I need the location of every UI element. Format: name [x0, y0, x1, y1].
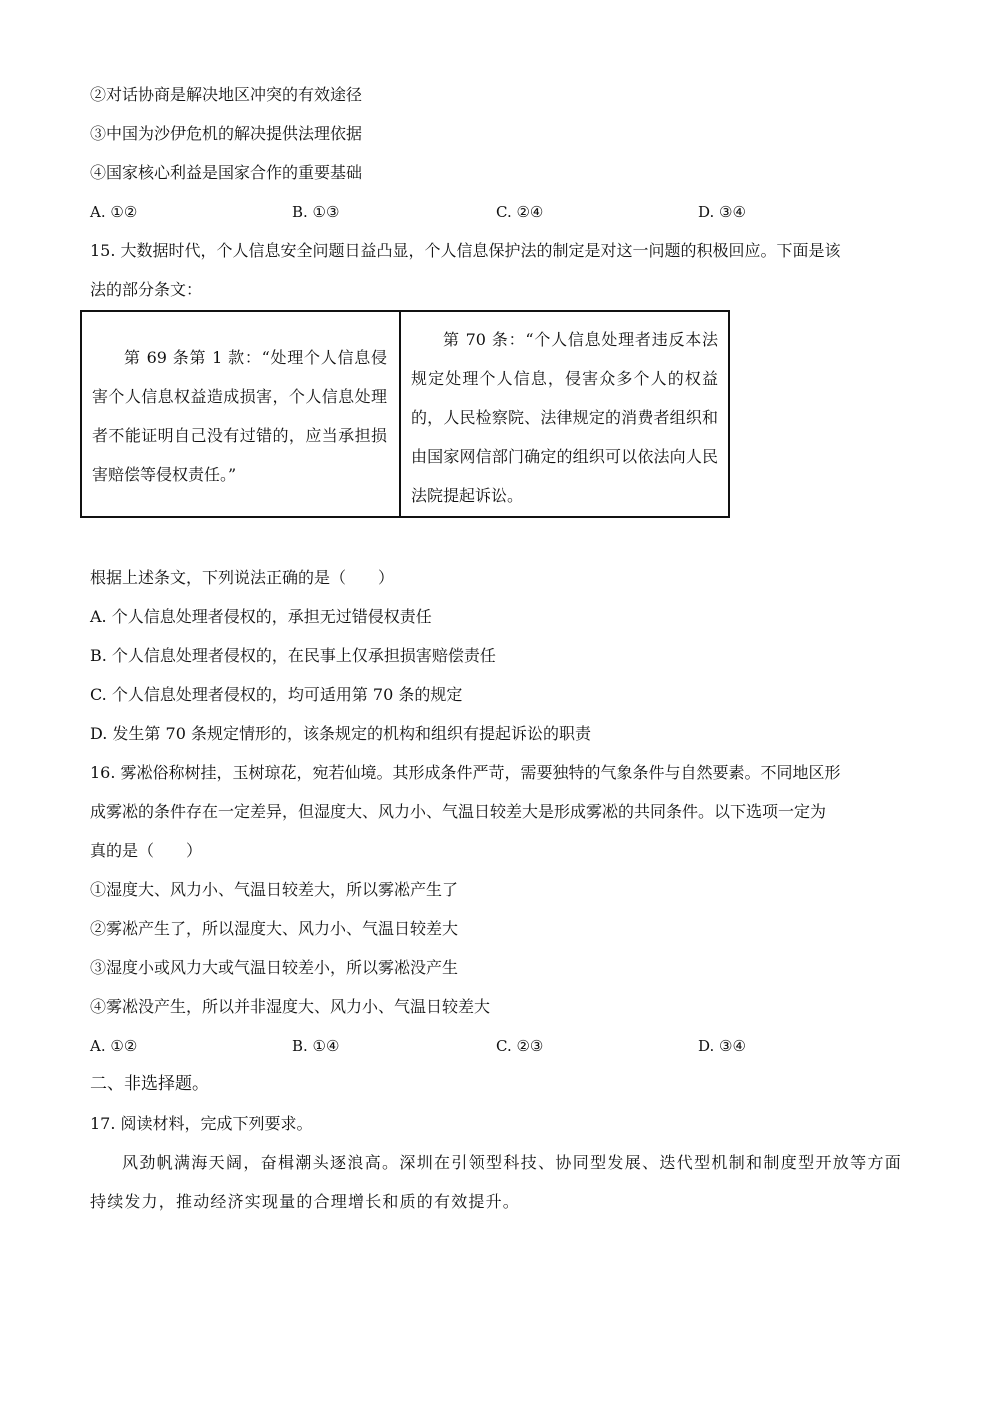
q15-option-b: B. 个人信息处理者侵权的，在民事上仅承担损害赔偿责任	[90, 646, 496, 665]
law-articles-table	[80, 310, 730, 518]
q14-statement-3: ③中国为沙伊危机的解决提供法理依据	[90, 124, 363, 143]
q16-option-d: D. ③④	[698, 1037, 746, 1055]
q16-stem-line-2: 成雾凇的条件存在一定差异，但湿度大、风力小、气温日较差大是形成雾凇的共同条件。以下选项一定为	[90, 802, 827, 821]
article-70-cell: 第 70 条：“个人信息处理者违反本法规定处理个人信息，侵害众多个人的权益的，人民检察院、法律规定的消费者组织和由国家网信部门确定的组织可以依法向人民法院提起诉讼。	[411, 330, 718, 505]
q16-option-a: A. ①②	[90, 1037, 138, 1055]
section-2-title: 二、非选择题。	[90, 1074, 209, 1094]
q16-option-b: B. ①④	[292, 1037, 340, 1055]
q15-stem-line-2: 法的部分条文：	[90, 280, 203, 299]
q14-option-b: B. ①③	[292, 203, 340, 221]
q14-statement-4: ④国家核心利益是国家合作的重要基础	[90, 163, 363, 182]
q17-material: 风劲帆满海天阔，奋楫潮头逐浪高。深圳在引领型科技、协同型发展、迭代型机制和制度型开放等方面持续发力，推动经济实现量的合理增长和质的有效提升。	[90, 1153, 902, 1211]
article-69-cell: 第 69 条第 1 款：“处理个人信息侵害个人信息权益造成损害，个人信息处理者不能证明自己没有过错的，应当承担损害赔偿等侵权责任。”	[82, 312, 401, 516]
q14-option-a: A. ①②	[90, 203, 138, 221]
q15-option-d: D. 发生第 70 条规定情形的，该条规定的机构和组织有提起诉讼的职责	[90, 724, 591, 743]
q16-statement-3: ③湿度小或风力大或气温日较差小，所以雾凇没产生	[90, 958, 459, 977]
q17-stem: 17. 阅读材料，完成下列要求。	[90, 1114, 313, 1133]
q14-option-c: C. ②④	[496, 203, 544, 221]
q14-option-d: D. ③④	[698, 203, 746, 221]
q16-statement-4: ④雾凇没产生，所以并非湿度大、风力小、气温日较差大	[90, 997, 491, 1016]
q14-statement-2: ②对话协商是解决地区冲突的有效途径	[90, 85, 363, 104]
q16-stem-line-3: 真的是（ ）	[90, 841, 203, 860]
q16-stem-line-1: 16. 雾凇俗称树挂，玉树琼花，宛若仙境。其形成条件严苛，需要独特的气象条件与自然要素。不同地区形	[90, 763, 841, 782]
q16-statement-1: ①湿度大、风力小、气温日较差大，所以雾凇产生了	[90, 880, 459, 899]
q16-statement-2: ②雾凇产生了，所以湿度大、风力小、气温日较差大	[90, 919, 459, 938]
q15-question: 根据上述条文，下列说法正确的是（ ）	[90, 568, 395, 587]
q15-stem-line-1: 15. 大数据时代，个人信息安全问题日益凸显，个人信息保护法的制定是对这一问题的积极回应。下面是该	[90, 241, 841, 260]
q15-option-c: C. 个人信息处理者侵权的，均可适用第 70 条的规定	[90, 685, 463, 704]
q16-option-c: C. ②③	[496, 1037, 544, 1055]
q15-option-a: A. 个人信息处理者侵权的，承担无过错侵权责任	[90, 607, 432, 626]
